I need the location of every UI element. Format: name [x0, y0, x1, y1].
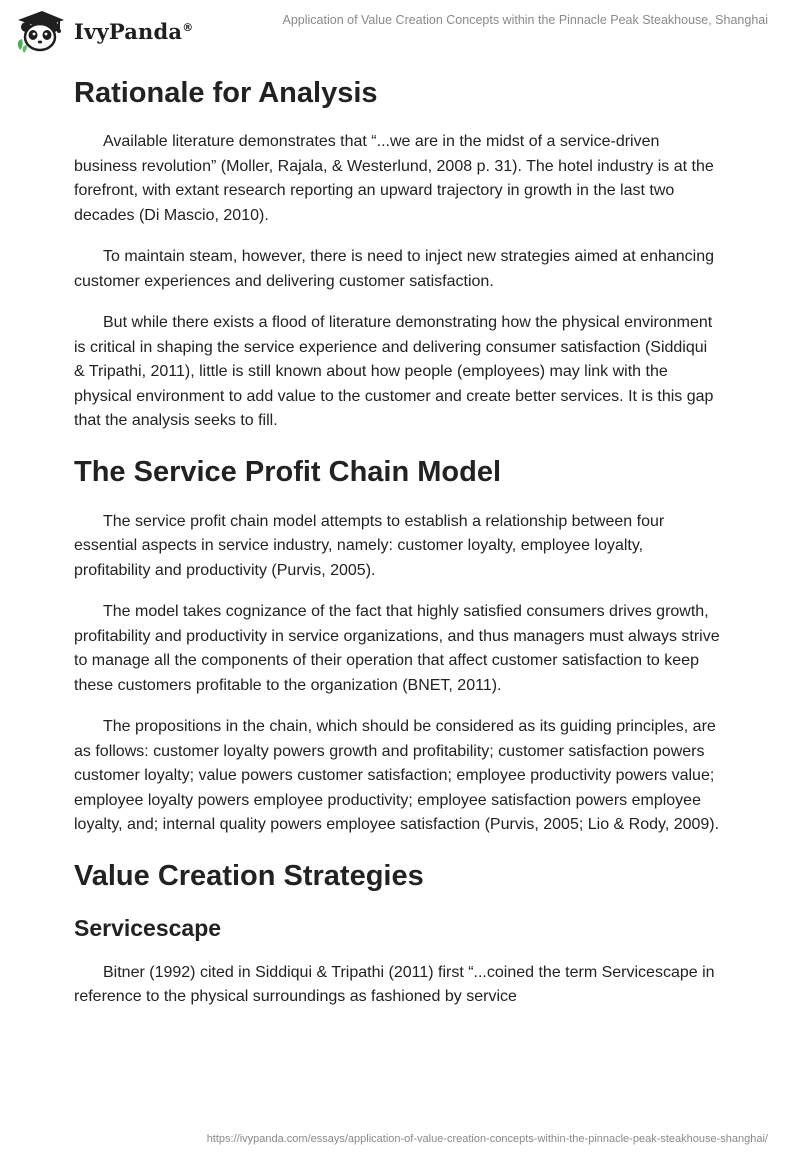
subsection-heading-servicescape: Servicescape [74, 914, 222, 941]
section-heading-value-creation: Value Creation Strategies [74, 859, 424, 892]
source-url[interactable]: https://ivypanda.com/essays/application-of-value-creation-concepts-within-the-pinnacle-peak-steakhouse-shanghai/ [206, 1133, 768, 1145]
panda-graduate-icon [14, 8, 66, 54]
paragraph: But while there exists a flood of literature demonstrating how the physical environment is critical in shaping the service experience and delivering consumer satisfaction (Siddiqui & Tripathi, 2011), little is still known about how people (employees) may link with the physical environment to add value to the customer and create better services. It is this gap that the analysis seeks to fill. [74, 314, 714, 429]
paragraph: Bitner (1992) cited in Siddiqui & Tripathi (2011) first “...coined the term Servicescape in reference to the physical surroundings as fashioned by service [74, 963, 715, 1005]
paragraph: The propositions in the chain, which should be considered as its guiding principles, are as follows: customer loyalty powers growth and profitability; customer satisfaction powers customer loyalty; value powers customer satisfaction; employee productivity powers value; employee loyalty powers employee productivity; employee satisfaction powers employee loyalty, and; internal quality powers employee satisfaction (Purvis, 2005; Lio & Rody, 2009). [74, 718, 720, 833]
paragraph: The service profit chain model attempts to establish a relationship between four essential aspects in service industry, namely: customer loyalty, employee loyalty, profitability and productivity (Purvis, 2005). [74, 512, 665, 579]
logo-wordmark: IvyPanda® [74, 18, 194, 44]
document-title: Application of Value Creation Concepts within the Pinnacle Peak Steakhouse, Shanghai [282, 13, 768, 27]
article-body [74, 60, 722, 1010]
paragraph: Available literature demonstrates that “...we are in the midst of a service-driven business revolution” (Moller, Rajala, & Westerlund, 2008 p. 31). The hotel industry is at the forefront, with extant research reporting an upward trajectory in growth in the last two decades (Di Mascio, 2010). [74, 133, 714, 224]
paragraph: To maintain steam, however, there is need to inject new strategies aimed at enhancing customer experiences and delivering customer satisfaction. [74, 248, 715, 290]
page-header [0, 0, 800, 60]
ivypanda-logo[interactable] [14, 8, 193, 54]
section-heading-service-profit-chain: The Service Profit Chain Model [74, 455, 502, 488]
paragraph: The model takes cognizance of the fact that highly satisfied consumers drives growth, profitability and productivity in service organizations, and thus managers must always strive to manage all the components of their operation that affect customer satisfaction to keep these customers profitable to the organization (BNET, 2011). [74, 603, 720, 694]
section-heading-rationale: Rationale for Analysis [74, 77, 378, 109]
